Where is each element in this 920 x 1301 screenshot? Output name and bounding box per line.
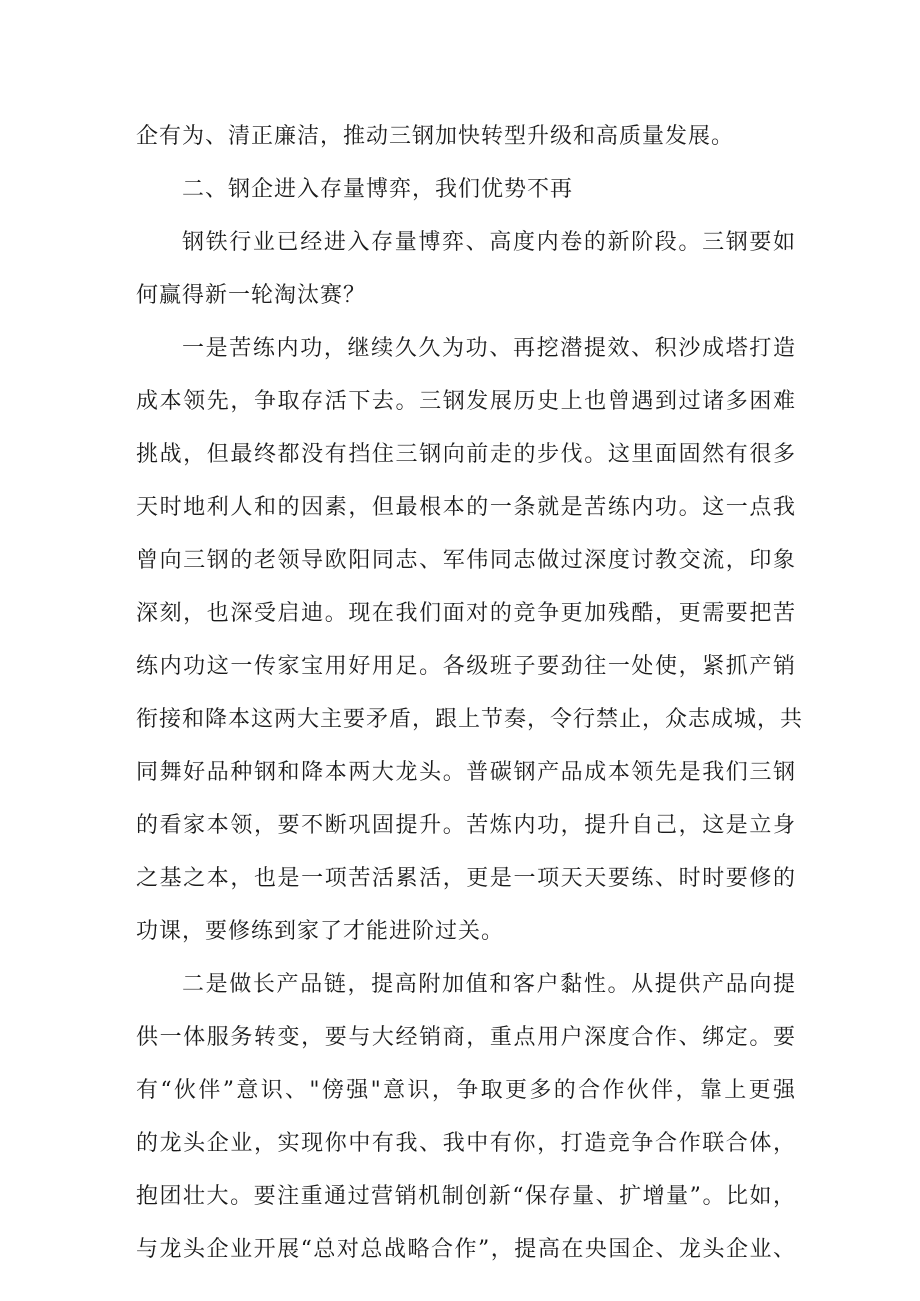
text-line-20: 的龙头企业，实现你中有我、我中有你，打造竞争合作联合体， (136, 1131, 796, 1156)
text-line-9: 曾向三钢的老领导欧阳同志、军伟同志做过深度讨教交流，印象 (136, 548, 796, 573)
text-line-10: 深刻，也深受启迪。现在我们面对的竞争更加残酷，更需要把苦 (136, 601, 796, 626)
text-line-7: 挑战，但最终都没有挡住三钢向前走的步伐。这里面固然有很多 (136, 442, 796, 467)
text-line-11: 练内功这一传家宝用好用足。各级班子要劲往一处使，紧抓产销 (136, 654, 796, 679)
text-line-6: 成本领先，争取存活下去。三钢发展历史上也曾遇到过诸多困难 (136, 389, 796, 414)
text-line-21: 抱团壮大。要注重通过营销机制创新“保存量、扩增量”。比如， (136, 1184, 796, 1209)
text-line-22: 与龙头企业开展“总对总战略合作”，提高在央国企、龙头企业、 (136, 1237, 796, 1262)
text-line-1: 企有为、清正廉洁，推动三钢加快转型升级和高质量发展。 (136, 124, 735, 149)
text-line-13: 同舞好品种钢和降本两大龙头。普碳钢产品成本领先是我们三钢 (136, 760, 796, 785)
text-line-2: 二、钢企进入存量博弈，我们优势不再 (182, 177, 574, 202)
text-line-17: 二是做长产品链，提高附加值和客户黏性。从提供产品向提 (182, 972, 796, 997)
text-line-8: 天时地利人和的因素，但最根本的一条就是苦练内功。这一点我 (136, 495, 796, 520)
text-line-3: 钢铁行业已经进入存量博弈、高度内卷的新阶段。三钢要如 (182, 230, 796, 255)
text-line-18: 供一体服务转变，要与大经销商，重点用户深度合作、绑定。要 (136, 1025, 796, 1050)
document-page (136, 110, 804, 1276)
text-line-5: 一是苦练内功，继续久久为功、再挖潜提效、积沙成塔打造 (182, 336, 796, 361)
text-line-15: 之基之本，也是一项苦活累活，更是一项天天要练、时时要修的 (136, 866, 796, 891)
text-line-16: 功课，要修练到家了才能进阶过关。 (136, 919, 505, 944)
text-line-4: 何赢得新一轮淘汰赛？ (136, 283, 367, 308)
text-line-14: 的看家本领，要不断巩固提升。苦炼内功，提升自己，这是立身 (136, 813, 796, 838)
text-line-19: 有“伙伴”意识、"傍强"意识，争取更多的合作伙伴，靠上更强 (136, 1078, 796, 1103)
text-line-12: 衔接和降本这两大主要矛盾，跟上节奏，令行禁止，众志成城，共 (136, 707, 804, 732)
